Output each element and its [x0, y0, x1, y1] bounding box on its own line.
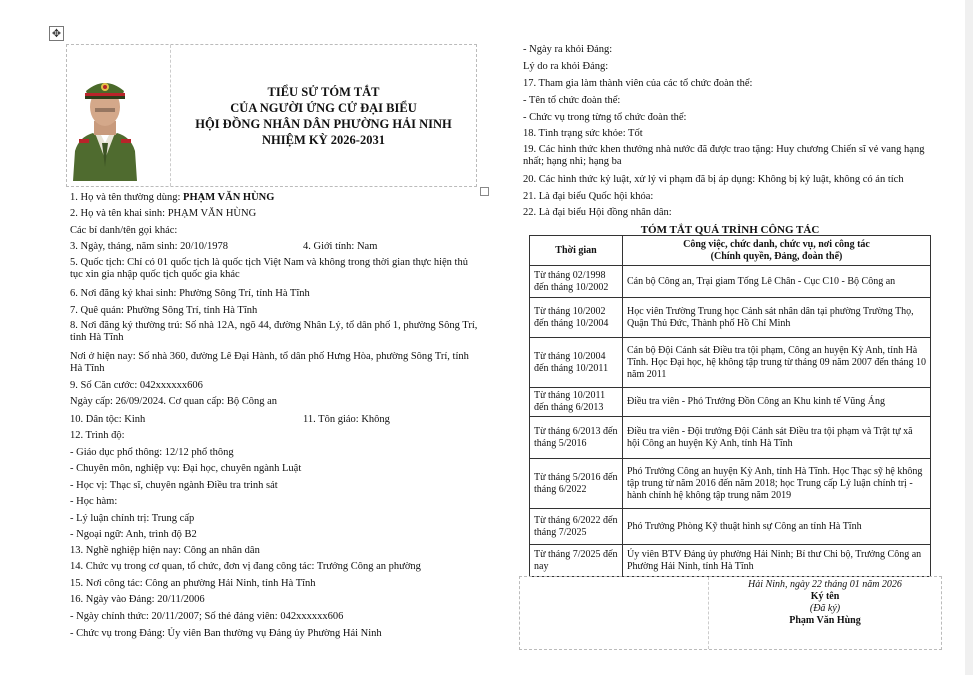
signature-cell — [709, 579, 941, 627]
job-cell: Cán bộ Đội Cảnh sát Điều tra tội phạm, Công an huyện Kỳ Anh, tỉnh Hà Tĩnh. Học Đại học, hệ không tập trung từ tháng 09 năm 2007 đến tháng 10 năm 2011 — [623, 338, 931, 388]
job-cell: Điều tra viên - Đội trưởng Đội Cảnh sát Điều tra tội phạm và Trật tự xã hội Công an huyện Kỳ Anh, tỉnh Hà Tĩnh — [623, 417, 931, 459]
field-party-leave-reason: Lý do ra khỏi Đảng: — [523, 61, 609, 72]
field-religion: 11. Tôn giáo: Không — [303, 414, 390, 425]
period-cell: Từ tháng 10/2002 đến tháng 10/2004 — [530, 298, 623, 338]
column-header-job — [623, 236, 931, 266]
doc-title-line-3: HỘI ĐỒNG NHÂN DÂN PHƯỜNG HẢI NINH — [195, 116, 452, 131]
job-cell: Điều tra viên - Phó Trưởng Đồn Công an Khu kinh tế Vũng Áng — [623, 388, 931, 417]
field-political-theory: - Lý luận chính trị: Trung cấp — [70, 513, 195, 524]
field-party-official-date: - Ngày chính thức: 20/11/2007; Số thẻ đảng viên: 042xxxxxx606 — [70, 611, 344, 622]
field-awards: 19. Các hình thức khen thưởng nhà nước đã được trao tặng: Huy chương Chiến sĩ vẻ vang hạng nhất; hạng nhì; hạng ba — [523, 144, 925, 167]
field-birth-name: 2. Họ và tên khai sinh: PHẠM VĂN HÙNG — [70, 208, 257, 219]
signature-empty-cell — [520, 577, 709, 649]
field-hometown: 7. Quê quán: Phường Sông Trí, tỉnh Hà Tĩnh — [70, 305, 258, 316]
field-discipline: 20. Các hình thức kỷ luật, xử lý vi phạm đã bị áp dụng: Không bị kỷ luật, không có án tích — [523, 174, 904, 185]
period-cell: Từ tháng 5/2016 đến tháng 6/2022 — [530, 459, 623, 509]
field-common-name — [70, 192, 274, 204]
job-cell: Phó Trưởng Công an huyện Kỳ Anh, tỉnh Hà Tĩnh. Học Thạc sỹ hệ không tập trung từ năm 2016 đến năm 2018; học Trung cấp Lý luận chính trị - hành chính hệ không tập trung năm 2019 — [623, 459, 931, 509]
field-ethnicity: 10. Dân tộc: Kinh — [70, 414, 146, 425]
field-birthdate: 3. Ngày, tháng, năm sinh: 20/10/1978 — [70, 241, 228, 252]
field-current-residence: Nơi ở hiện nay: Số nhà 360, đường Lê Đại Hành, tổ dân phố Hưng Hòa, phường Sông Trí, tỉnh Hà Tĩnh — [70, 351, 469, 374]
field-organization-role: - Chức vụ trong từng tổ chức đoàn thể: — [523, 112, 687, 123]
field-organizations: 17. Tham gia làm thành viên của các tổ chức đoàn thể: — [523, 78, 753, 89]
field-foreign-language: - Ngoại ngữ: Anh, trình độ B2 — [70, 529, 197, 540]
table-header-row — [530, 236, 931, 266]
job-cell: Phó Trưởng Phòng Kỹ thuật hình sự Công an tỉnh Hà Tĩnh — [623, 509, 931, 545]
period-cell: Từ tháng 6/2013 đến tháng 5/2016 — [530, 417, 623, 459]
field-degree: - Học vị: Thạc sĩ, chuyên ngành Điều tra trinh sát — [70, 480, 278, 491]
field-peoples-council: 22. Là đại biểu Hội đồng nhân dân: — [523, 207, 672, 218]
field-party-join-date: 16. Ngày vào Đảng: 20/11/2006 — [70, 594, 205, 605]
table-resize-handle-icon[interactable] — [480, 187, 489, 196]
doc-title-line-4: NHIỆM KỲ 2026-2031 — [262, 132, 385, 147]
field-education-heading: 12. Trình độ: — [70, 430, 125, 441]
field-value: PHẠM VĂN HÙNG — [183, 192, 275, 203]
field-id-issued: Ngày cấp: 26/09/2024. Cơ quan cấp: Bộ Công an — [70, 396, 278, 407]
table-move-handle-icon[interactable]: ✥ — [49, 26, 64, 41]
signature-label: Ký tên — [810, 591, 840, 602]
field-academic-title: - Học hàm: — [70, 496, 118, 507]
field-party-position: - Chức vụ trong Đảng: Ủy viên Ban thường vụ Đảng ủy Phường Hải Ninh — [70, 628, 382, 639]
period-cell: Từ tháng 02/1998 đến tháng 10/2002 — [530, 266, 623, 298]
field-gender: 4. Giới tính: Nam — [303, 241, 378, 252]
signature-name: Phạm Văn Hùng — [789, 615, 861, 626]
column-header-job-line-1: Công việc, chức danh, chức vụ, nơi công tác — [683, 238, 870, 250]
job-cell: Ủy viên BTV Đảng ủy phường Hải Ninh; Bí thư Chi bộ, Trưởng Công an Phường Hải Ninh, tỉnh Hà Tĩnh — [623, 545, 931, 577]
signature-place-date: Hải Ninh, ngày 22 tháng 01 năm 2026 — [748, 579, 902, 590]
period-cell: Từ tháng 10/2004 đến tháng 10/2011 — [530, 338, 623, 388]
doc-title-line-2: CỦA NGƯỜI ỨNG CỬ ĐẠI BIỂU — [230, 100, 417, 115]
field-professional: - Chuyên môn, nghiệp vụ: Đại học, chuyên ngành Luật — [70, 463, 302, 474]
signature-signed-note: (Đã ký) — [809, 603, 841, 614]
doc-title-line-1: TIỂU SỬ TÓM TẮT — [267, 84, 380, 99]
work-history-title: TÓM TẮT QUÁ TRÌNH CÔNG TÁC — [640, 224, 820, 236]
candidate-portrait — [71, 63, 139, 181]
table-row — [530, 459, 931, 509]
field-occupation: 13. Nghề nghiệp hiện nay: Công an nhân dân — [70, 545, 260, 556]
table-row — [530, 338, 931, 388]
page-edge — [965, 0, 973, 675]
table-row — [530, 266, 931, 298]
title-cell — [171, 45, 476, 186]
field-party-leave-date: - Ngày ra khỏi Đảng: — [523, 44, 613, 55]
signature-table — [519, 576, 942, 650]
header-table — [66, 44, 477, 187]
field-id-number: 9. Số Căn cước: 042xxxxxx606 — [70, 380, 203, 391]
table-row — [530, 417, 931, 459]
field-position: 14. Chức vụ trong cơ quan, tổ chức, đơn vị đang công tác: Trưởng Công an phường — [70, 561, 421, 572]
column-header-job-line-2: (Chính quyền, Đảng, đoàn thể) — [710, 250, 843, 262]
period-cell: Từ tháng 10/2011 đến tháng 6/2013 — [530, 388, 623, 417]
field-label: 1. Họ và tên thường dùng: — [70, 192, 184, 203]
field-health: 18. Tình trạng sức khỏe: Tốt — [523, 128, 643, 139]
field-workplace: 15. Nơi công tác: Công an phường Hải Ninh, tỉnh Hà Tĩnh — [70, 578, 316, 589]
table-row — [530, 509, 931, 545]
table-row — [530, 298, 931, 338]
table-row — [530, 545, 931, 577]
column-header-period: Thời gian — [530, 236, 623, 266]
field-nationality: 5. Quốc tịch: Chỉ có 01 quốc tịch là quốc tịch Việt Nam và không trong thời gian thực hiện thủ tục xin gia nhập quốc tịch quốc gia khác — [70, 257, 468, 280]
period-cell: Từ tháng 7/2025 đến nay — [530, 545, 623, 577]
field-organization-name: - Tên tổ chức đoàn thể: — [523, 95, 621, 106]
work-history-table — [529, 235, 931, 577]
field-national-assembly: 21. Là đại biểu Quốc hội khóa: — [523, 191, 654, 202]
field-general-education: - Giáo dục phổ thông: 12/12 phổ thông — [70, 447, 234, 458]
field-aliases: Các bí danh/tên gọi khác: — [70, 225, 178, 236]
field-birth-registration: 6. Nơi đăng ký khai sinh: Phường Sông Trí, tỉnh Hà Tĩnh — [70, 288, 310, 299]
job-cell: Học viên Trường Trung học Cảnh sát nhân dân tại phường Trường Thọ, Quận Thủ Đức, Thành phố Hồ Chí Minh — [623, 298, 931, 338]
period-cell: Từ tháng 6/2022 đến tháng 7/2025 — [530, 509, 623, 545]
table-row — [530, 388, 931, 417]
job-cell: Cán bộ Công an, Trại giam Tống Lê Chân - Cục C10 - Bộ Công an — [623, 266, 931, 298]
photo-cell — [67, 45, 171, 186]
field-permanent-residence: 8. Nơi đăng ký thường trú: Số nhà 12A, ngõ 44, đường Nhân Lý, tổ dân phố 1, phường Sông Trí, tỉnh Hà Tĩnh — [70, 320, 478, 343]
